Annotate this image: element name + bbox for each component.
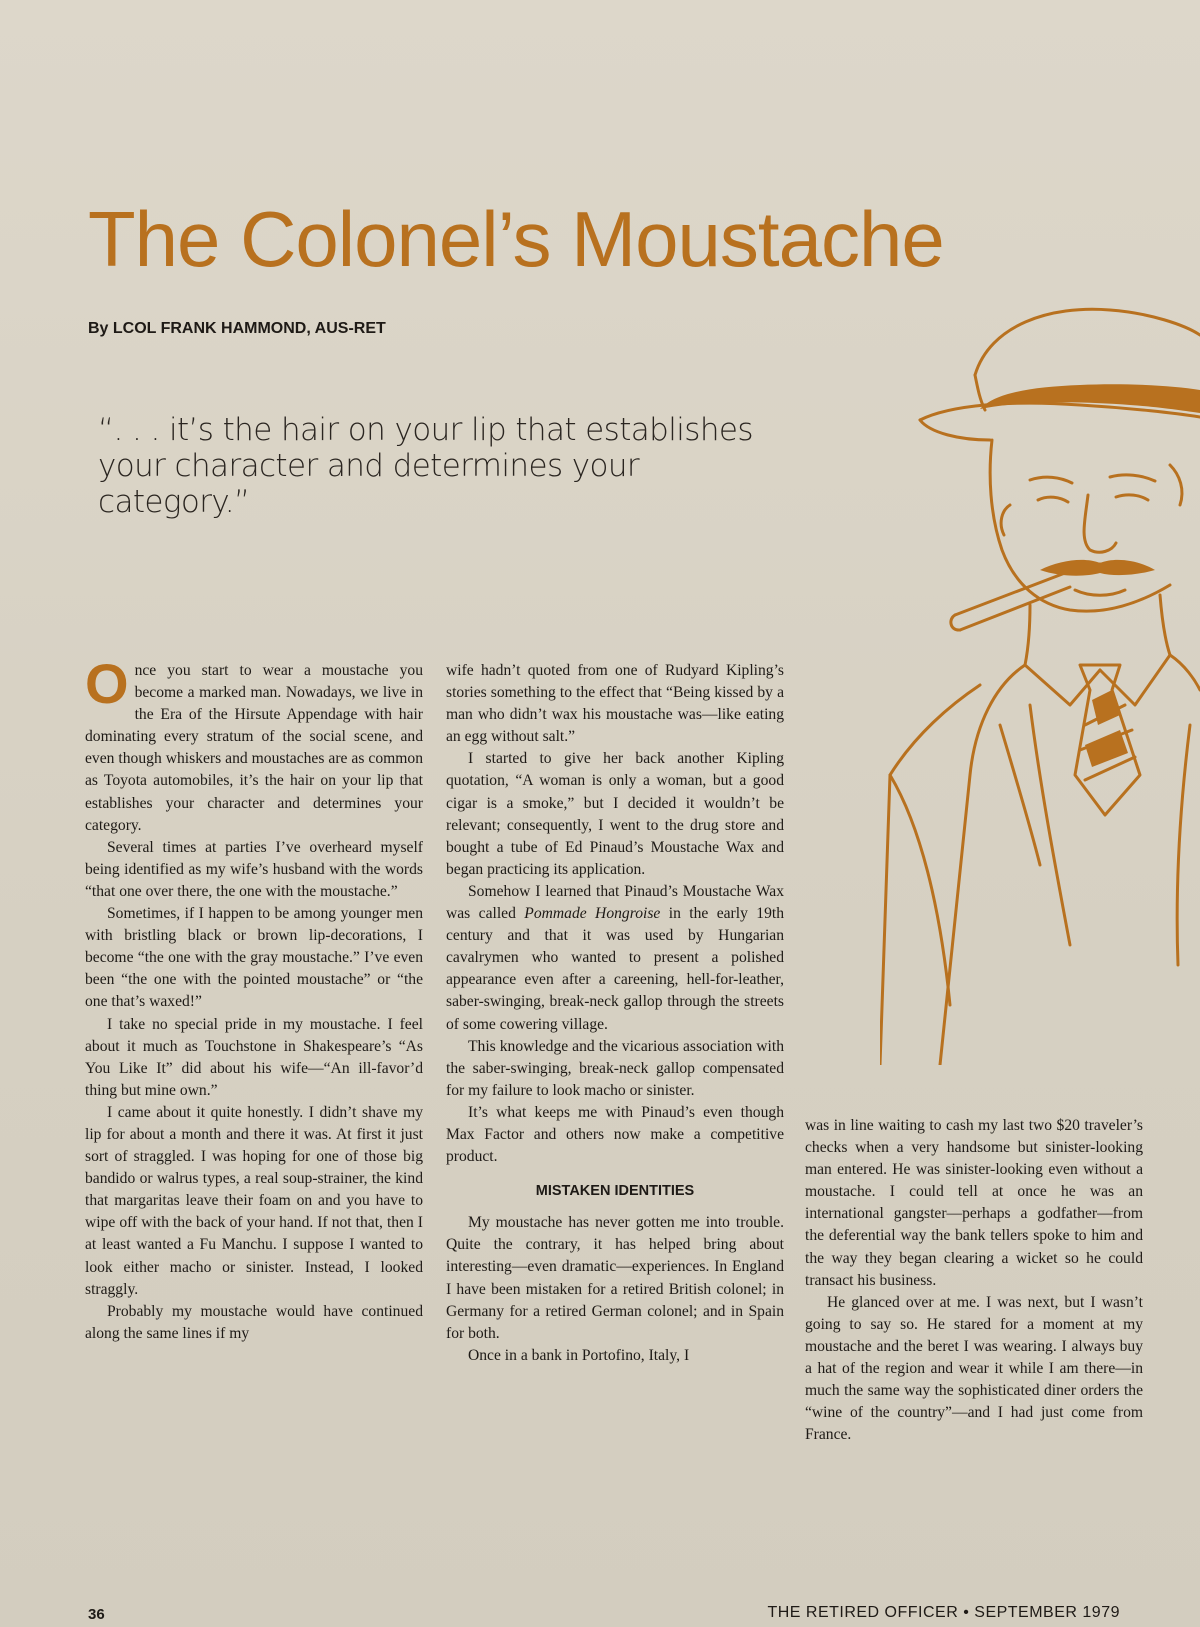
paragraph: This knowledge and the vicarious association with the saber-swinging, break-neck gallop compensated for my failure to look macho or sinister.	[446, 1037, 784, 1099]
page-number: 36	[88, 1606, 105, 1623]
article-column-2	[446, 660, 784, 1367]
gangster-portrait-illustration-icon	[880, 305, 1200, 1065]
paragraph: He glanced over at me. I was next, but I wasn’t going to say so. He stared for a moment at my moustache and the beret I was wearing. I always buy a hat of the region and wear it while I am there—in much the same way the sophisticated diner orders the “wine of the country”—and I had just come from France.	[805, 1293, 1143, 1444]
paragraph: Probably my moustache would have continued along the same lines if my	[85, 1302, 423, 1342]
article-title: The Colonel’s Moustache	[88, 195, 944, 283]
paragraph: wife hadn’t quoted from one of Rudyard Kipling’s stories something to the effect that “Being kissed by a man who didn’t wax his moustache was—like eating an egg without salt.”	[446, 662, 784, 746]
paragraph-text: nce you start to wear a moustache you become a marked man. Nowadays, we live in the Era of the Hirsute Appendage with hair dominating every stratum of the social scene, and even though whiskers and moustaches are as common as Toyota automobiles, it’s the hair on your lip that establishes your character and determines your category.	[85, 662, 423, 834]
paragraph: was in line waiting to cash my last two $20 traveler’s checks when a very handsome but sinister-looking man entered. He was sinister-looking even without a moustache. I could tell at once he was an international gangster—perhaps a godfather—from the deferential way the bank tellers spoke to him and the way they began clearing a wicket so he could transact his business.	[805, 1117, 1143, 1289]
pull-quote: “. . . it’s the hair on your lip that establishes your character and determines your category.”	[98, 412, 753, 520]
paragraph: Once in a bank in Portofino, Italy, I	[468, 1346, 690, 1364]
paragraph: I take no special pride in my moustache. I feel about it much as Touchstone in Shakespeare’s “As You Like It” did about his wife—“An ill-favor’d thing but mine own.”	[85, 1015, 423, 1099]
paragraph	[85, 652, 423, 837]
paragraph: I came about it quite honestly. I didn’t shave my lip for about a month and there it was. At first it just sort of straggled. I was hoping for one of those big bandido or walrus types, a real soup-strainer, the kind that margaritas leave their foam on and you have to wipe off with the back of your hand. If not that, then I at least wanted a Fu Manchu. I suppose I wanted to look either macho or sinister. Instead, I looked straggly.	[85, 1103, 423, 1298]
paragraph: It’s what keeps me with Pinaud’s even though Max Factor and others now make a competitive product.	[446, 1103, 784, 1166]
paragraph: I started to give her back another Kipling quotation, “A woman is only a woman, but a good cigar is a smoke,” but I decided it wouldn’t be relevant; consequently, I went to the drug store and bought a tube of Ed Pinaud’s Moustache Wax and began practicing its application.	[446, 750, 784, 878]
italic-term: Pommade Hongroise	[524, 905, 661, 923]
paragraph: Sometimes, if I happen to be among younger men with bristling black or brown lip-decorations, I become “the one with the gray moustache.” I’ve even been “the one with the pointed moustache” or “the one that’s waxed!”	[85, 905, 423, 1011]
article-column-3	[805, 1115, 1143, 1446]
paragraph-text: in the early 19th century and that it was used by Hungarian cavalrymen who wanted to present a polished appearance even after a careening, hell-for-leather, saber-swinging, break-neck gallop through the streets of some cowering village.	[446, 905, 785, 1033]
byline: By LCOL FRANK HAMMOND, AUS-RET	[88, 320, 386, 337]
drop-cap: O	[85, 652, 129, 715]
paragraph: Several times at parties I’ve overheard myself being identified as my wife’s husband with the words “that one over there, the one with the moustache.”	[85, 838, 423, 900]
publication-footer: THE RETIRED OFFICER • SEPTEMBER 1979	[767, 1604, 1120, 1621]
paragraph	[446, 881, 784, 1036]
paragraph-text: Somehow I learned that Pinaud’s Moustache Wax was called	[446, 882, 784, 923]
article-column-1	[85, 652, 423, 1345]
paragraph: My moustache has never gotten me into trouble. Quite the contrary, it has helped bring about interesting—even dramatic—experiences. In England I have been mistaken for a retired British colonel; in Germany for a retired German colonel; and in Spain for both.	[446, 1214, 784, 1342]
section-subhead: MISTAKEN IDENTITIES	[535, 1183, 695, 1200]
